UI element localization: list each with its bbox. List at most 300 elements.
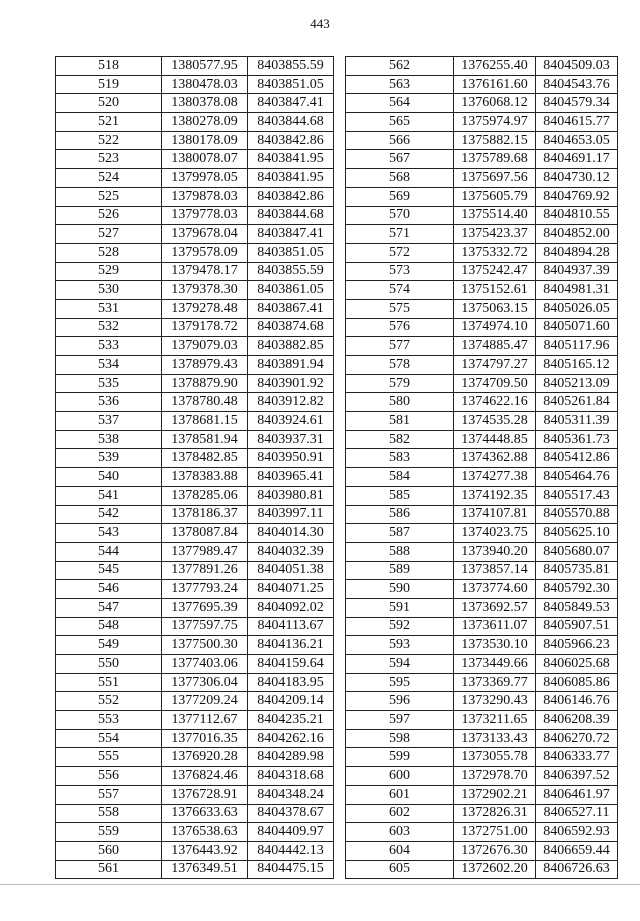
x-coordinate-cell: 1377597.75 — [162, 617, 248, 636]
point-number-cell: 555 — [56, 748, 162, 767]
table-row — [346, 468, 618, 487]
x-coordinate-cell: 1379678.04 — [162, 225, 248, 244]
point-number-cell: 525 — [56, 187, 162, 206]
point-number-cell: 598 — [346, 729, 454, 748]
table-row — [346, 823, 618, 842]
y-coordinate-cell: 8404136.21 — [248, 636, 334, 655]
x-coordinate-cell: 1377016.35 — [162, 729, 248, 748]
point-number-cell: 601 — [346, 785, 454, 804]
y-coordinate-cell: 8406461.97 — [536, 785, 618, 804]
point-number-cell: 529 — [56, 262, 162, 281]
x-coordinate-cell: 1376920.28 — [162, 748, 248, 767]
y-coordinate-cell: 8404378.67 — [248, 804, 334, 823]
table-row — [346, 281, 618, 300]
y-coordinate-cell: 8405311.39 — [536, 412, 618, 431]
table-row — [56, 617, 334, 636]
point-number-cell: 524 — [56, 169, 162, 188]
x-coordinate-cell: 1374192.35 — [454, 486, 536, 505]
table-row — [346, 841, 618, 860]
table-row — [346, 412, 618, 431]
table-row — [346, 57, 618, 76]
table-row — [56, 580, 334, 599]
y-coordinate-cell: 8404810.55 — [536, 206, 618, 225]
point-number-cell: 591 — [346, 598, 454, 617]
point-number-cell: 600 — [346, 767, 454, 786]
table-row — [346, 636, 618, 655]
x-coordinate-cell: 1373611.07 — [454, 617, 536, 636]
y-coordinate-cell: 8406726.63 — [536, 860, 618, 879]
table-row — [346, 617, 618, 636]
y-coordinate-cell: 8404852.00 — [536, 225, 618, 244]
y-coordinate-cell: 8403842.86 — [248, 187, 334, 206]
y-coordinate-cell: 8403842.86 — [248, 131, 334, 150]
table-row — [346, 113, 618, 132]
x-coordinate-cell: 1374277.38 — [454, 468, 536, 487]
x-coordinate-cell: 1377209.24 — [162, 692, 248, 711]
table-row — [346, 449, 618, 468]
table-row — [56, 598, 334, 617]
table-row — [346, 729, 618, 748]
y-coordinate-cell: 8406333.77 — [536, 748, 618, 767]
y-coordinate-cell: 8404289.98 — [248, 748, 334, 767]
y-coordinate-cell: 8404183.95 — [248, 673, 334, 692]
coordinate-table-right-body — [346, 57, 618, 879]
x-coordinate-cell: 1376633.63 — [162, 804, 248, 823]
point-number-cell: 518 — [56, 57, 162, 76]
x-coordinate-cell: 1377306.04 — [162, 673, 248, 692]
point-number-cell: 537 — [56, 412, 162, 431]
table-row — [56, 57, 334, 76]
x-coordinate-cell: 1380478.03 — [162, 75, 248, 94]
x-coordinate-cell: 1378879.90 — [162, 374, 248, 393]
x-coordinate-cell: 1379278.48 — [162, 299, 248, 318]
y-coordinate-cell: 8403997.11 — [248, 505, 334, 524]
y-coordinate-cell: 8404209.14 — [248, 692, 334, 711]
table-row — [56, 468, 334, 487]
coordinate-table-left — [55, 56, 334, 879]
table-row — [346, 169, 618, 188]
table-row — [346, 430, 618, 449]
x-coordinate-cell: 1374709.50 — [454, 374, 536, 393]
x-coordinate-cell: 1375423.37 — [454, 225, 536, 244]
point-number-cell: 528 — [56, 243, 162, 262]
point-number-cell: 539 — [56, 449, 162, 468]
y-coordinate-cell: 8405361.73 — [536, 430, 618, 449]
y-coordinate-cell: 8404579.34 — [536, 94, 618, 113]
bottom-divider — [0, 884, 640, 885]
point-number-cell: 519 — [56, 75, 162, 94]
table-row — [56, 206, 334, 225]
table-row — [346, 75, 618, 94]
table-row — [346, 580, 618, 599]
x-coordinate-cell: 1377403.06 — [162, 655, 248, 674]
table-row — [56, 225, 334, 244]
table-row — [346, 486, 618, 505]
y-coordinate-cell: 8405261.84 — [536, 393, 618, 412]
x-coordinate-cell: 1373211.65 — [454, 711, 536, 730]
table-row — [56, 673, 334, 692]
x-coordinate-cell: 1379079.03 — [162, 337, 248, 356]
point-number-cell: 566 — [346, 131, 454, 150]
y-coordinate-cell: 8403912.82 — [248, 393, 334, 412]
point-number-cell: 575 — [346, 299, 454, 318]
x-coordinate-cell: 1375242.47 — [454, 262, 536, 281]
x-coordinate-cell: 1378285.06 — [162, 486, 248, 505]
point-number-cell: 599 — [346, 748, 454, 767]
y-coordinate-cell: 8403851.05 — [248, 243, 334, 262]
y-coordinate-cell: 8404262.16 — [248, 729, 334, 748]
table-row — [56, 94, 334, 113]
y-coordinate-cell: 8404509.03 — [536, 57, 618, 76]
table-row — [56, 356, 334, 375]
y-coordinate-cell: 8403855.59 — [248, 57, 334, 76]
point-number-cell: 581 — [346, 412, 454, 431]
x-coordinate-cell: 1376349.51 — [162, 860, 248, 879]
x-coordinate-cell: 1377793.24 — [162, 580, 248, 599]
x-coordinate-cell: 1376161.60 — [454, 75, 536, 94]
y-coordinate-cell: 8404051.38 — [248, 561, 334, 580]
table-row — [56, 505, 334, 524]
point-number-cell: 577 — [346, 337, 454, 356]
point-number-cell: 603 — [346, 823, 454, 842]
x-coordinate-cell: 1380577.95 — [162, 57, 248, 76]
table-row — [56, 823, 334, 842]
point-number-cell: 558 — [56, 804, 162, 823]
point-number-cell: 521 — [56, 113, 162, 132]
point-number-cell: 559 — [56, 823, 162, 842]
table-row — [346, 673, 618, 692]
y-coordinate-cell: 8403937.31 — [248, 430, 334, 449]
table-row — [346, 748, 618, 767]
x-coordinate-cell: 1372902.21 — [454, 785, 536, 804]
x-coordinate-cell: 1373449.66 — [454, 655, 536, 674]
point-number-cell: 535 — [56, 374, 162, 393]
point-number-cell: 522 — [56, 131, 162, 150]
point-number-cell: 561 — [56, 860, 162, 879]
table-row — [346, 860, 618, 879]
table-row — [56, 75, 334, 94]
point-number-cell: 544 — [56, 542, 162, 561]
point-number-cell: 549 — [56, 636, 162, 655]
point-number-cell: 595 — [346, 673, 454, 692]
x-coordinate-cell: 1375332.72 — [454, 243, 536, 262]
table-row — [346, 131, 618, 150]
y-coordinate-cell: 8403874.68 — [248, 318, 334, 337]
x-coordinate-cell: 1375063.15 — [454, 299, 536, 318]
table-row — [56, 318, 334, 337]
point-number-cell: 576 — [346, 318, 454, 337]
x-coordinate-cell: 1377500.30 — [162, 636, 248, 655]
x-coordinate-cell: 1376728.91 — [162, 785, 248, 804]
y-coordinate-cell: 8406592.93 — [536, 823, 618, 842]
x-coordinate-cell: 1374885.47 — [454, 337, 536, 356]
table-row — [56, 841, 334, 860]
x-coordinate-cell: 1378780.48 — [162, 393, 248, 412]
point-number-cell: 564 — [346, 94, 454, 113]
point-number-cell: 550 — [56, 655, 162, 674]
point-number-cell: 579 — [346, 374, 454, 393]
y-coordinate-cell: 8403844.68 — [248, 206, 334, 225]
y-coordinate-cell: 8403924.61 — [248, 412, 334, 431]
point-number-cell: 569 — [346, 187, 454, 206]
y-coordinate-cell: 8405907.51 — [536, 617, 618, 636]
point-number-cell: 586 — [346, 505, 454, 524]
point-number-cell: 531 — [56, 299, 162, 318]
x-coordinate-cell: 1378482.85 — [162, 449, 248, 468]
point-number-cell: 545 — [56, 561, 162, 580]
point-number-cell: 597 — [346, 711, 454, 730]
y-coordinate-cell: 8403980.81 — [248, 486, 334, 505]
table-row — [56, 449, 334, 468]
point-number-cell: 526 — [56, 206, 162, 225]
point-number-cell: 536 — [56, 393, 162, 412]
y-coordinate-cell: 8403841.95 — [248, 150, 334, 169]
x-coordinate-cell: 1373055.78 — [454, 748, 536, 767]
y-coordinate-cell: 8403855.59 — [248, 262, 334, 281]
table-row — [346, 542, 618, 561]
x-coordinate-cell: 1376443.92 — [162, 841, 248, 860]
table-row — [56, 561, 334, 580]
table-row — [346, 94, 618, 113]
point-number-cell: 574 — [346, 281, 454, 300]
y-coordinate-cell: 8404653.05 — [536, 131, 618, 150]
y-coordinate-cell: 8404615.77 — [536, 113, 618, 132]
y-coordinate-cell: 8404475.15 — [248, 860, 334, 879]
point-number-cell: 562 — [346, 57, 454, 76]
y-coordinate-cell: 8404092.02 — [248, 598, 334, 617]
point-number-cell: 548 — [56, 617, 162, 636]
x-coordinate-cell: 1378681.15 — [162, 412, 248, 431]
x-coordinate-cell: 1379178.72 — [162, 318, 248, 337]
coordinate-table-left-body — [56, 57, 334, 879]
table-row — [56, 692, 334, 711]
table-row — [56, 785, 334, 804]
table-row — [56, 187, 334, 206]
y-coordinate-cell: 8405464.76 — [536, 468, 618, 487]
point-number-cell: 533 — [56, 337, 162, 356]
table-row — [56, 337, 334, 356]
x-coordinate-cell: 1373692.57 — [454, 598, 536, 617]
point-number-cell: 541 — [56, 486, 162, 505]
x-coordinate-cell: 1373774.60 — [454, 580, 536, 599]
x-coordinate-cell: 1377695.39 — [162, 598, 248, 617]
x-coordinate-cell: 1375514.40 — [454, 206, 536, 225]
y-coordinate-cell: 8404730.12 — [536, 169, 618, 188]
point-number-cell: 592 — [346, 617, 454, 636]
table-row — [346, 374, 618, 393]
x-coordinate-cell: 1379878.03 — [162, 187, 248, 206]
table-row — [346, 524, 618, 543]
x-coordinate-cell: 1378581.94 — [162, 430, 248, 449]
point-number-cell: 568 — [346, 169, 454, 188]
table-row — [56, 393, 334, 412]
point-number-cell: 580 — [346, 393, 454, 412]
y-coordinate-cell: 8404318.68 — [248, 767, 334, 786]
x-coordinate-cell: 1373530.10 — [454, 636, 536, 655]
point-number-cell: 578 — [346, 356, 454, 375]
table-row — [56, 412, 334, 431]
point-number-cell: 584 — [346, 468, 454, 487]
x-coordinate-cell: 1379378.30 — [162, 281, 248, 300]
y-coordinate-cell: 8403851.05 — [248, 75, 334, 94]
x-coordinate-cell: 1378979.43 — [162, 356, 248, 375]
x-coordinate-cell: 1379478.17 — [162, 262, 248, 281]
table-row — [346, 692, 618, 711]
point-number-cell: 560 — [56, 841, 162, 860]
y-coordinate-cell: 8403844.68 — [248, 113, 334, 132]
x-coordinate-cell: 1374023.75 — [454, 524, 536, 543]
y-coordinate-cell: 8404071.25 — [248, 580, 334, 599]
y-coordinate-cell: 8406527.11 — [536, 804, 618, 823]
y-coordinate-cell: 8403861.05 — [248, 281, 334, 300]
x-coordinate-cell: 1372602.20 — [454, 860, 536, 879]
x-coordinate-cell: 1374448.85 — [454, 430, 536, 449]
y-coordinate-cell: 8404442.13 — [248, 841, 334, 860]
y-coordinate-cell: 8404981.31 — [536, 281, 618, 300]
x-coordinate-cell: 1376255.40 — [454, 57, 536, 76]
y-coordinate-cell: 8403867.41 — [248, 299, 334, 318]
table-row — [346, 804, 618, 823]
table-row — [56, 804, 334, 823]
y-coordinate-cell: 8406659.44 — [536, 841, 618, 860]
point-number-cell: 585 — [346, 486, 454, 505]
y-coordinate-cell: 8406397.52 — [536, 767, 618, 786]
table-row — [56, 169, 334, 188]
point-number-cell: 567 — [346, 150, 454, 169]
table-row — [56, 113, 334, 132]
y-coordinate-cell: 8404159.64 — [248, 655, 334, 674]
point-number-cell: 551 — [56, 673, 162, 692]
point-number-cell: 596 — [346, 692, 454, 711]
point-number-cell: 604 — [346, 841, 454, 860]
x-coordinate-cell: 1379978.05 — [162, 169, 248, 188]
table-row — [56, 655, 334, 674]
y-coordinate-cell: 8404113.67 — [248, 617, 334, 636]
y-coordinate-cell: 8406025.68 — [536, 655, 618, 674]
point-number-cell: 554 — [56, 729, 162, 748]
point-number-cell: 530 — [56, 281, 162, 300]
y-coordinate-cell: 8403950.91 — [248, 449, 334, 468]
table-row — [346, 206, 618, 225]
x-coordinate-cell: 1377112.67 — [162, 711, 248, 730]
point-number-cell: 532 — [56, 318, 162, 337]
y-coordinate-cell: 8405680.07 — [536, 542, 618, 561]
table-row — [56, 542, 334, 561]
y-coordinate-cell: 8405570.88 — [536, 505, 618, 524]
point-number-cell: 527 — [56, 225, 162, 244]
y-coordinate-cell: 8405625.10 — [536, 524, 618, 543]
point-number-cell: 553 — [56, 711, 162, 730]
point-number-cell: 552 — [56, 692, 162, 711]
point-number-cell: 542 — [56, 505, 162, 524]
x-coordinate-cell: 1375697.56 — [454, 169, 536, 188]
point-number-cell: 538 — [56, 430, 162, 449]
y-coordinate-cell: 8404691.17 — [536, 150, 618, 169]
table-row — [346, 243, 618, 262]
y-coordinate-cell: 8405792.30 — [536, 580, 618, 599]
y-coordinate-cell: 8404769.92 — [536, 187, 618, 206]
x-coordinate-cell: 1373133.43 — [454, 729, 536, 748]
table-row — [56, 262, 334, 281]
x-coordinate-cell: 1376068.12 — [454, 94, 536, 113]
y-coordinate-cell: 8405517.43 — [536, 486, 618, 505]
x-coordinate-cell: 1374535.28 — [454, 412, 536, 431]
y-coordinate-cell: 8406270.72 — [536, 729, 618, 748]
point-number-cell: 583 — [346, 449, 454, 468]
x-coordinate-cell: 1373290.43 — [454, 692, 536, 711]
point-number-cell: 602 — [346, 804, 454, 823]
x-coordinate-cell: 1372751.00 — [454, 823, 536, 842]
y-coordinate-cell: 8404032.39 — [248, 542, 334, 561]
y-coordinate-cell: 8405165.12 — [536, 356, 618, 375]
table-row — [56, 636, 334, 655]
point-number-cell: 594 — [346, 655, 454, 674]
point-number-cell: 563 — [346, 75, 454, 94]
y-coordinate-cell: 8406146.76 — [536, 692, 618, 711]
table-row — [346, 299, 618, 318]
point-number-cell: 540 — [56, 468, 162, 487]
table-row — [346, 655, 618, 674]
table-row — [346, 225, 618, 244]
point-number-cell: 534 — [56, 356, 162, 375]
table-row — [346, 187, 618, 206]
y-coordinate-cell: 8404543.76 — [536, 75, 618, 94]
table-row — [346, 505, 618, 524]
y-coordinate-cell: 8404014.30 — [248, 524, 334, 543]
x-coordinate-cell: 1374107.81 — [454, 505, 536, 524]
x-coordinate-cell: 1372978.70 — [454, 767, 536, 786]
x-coordinate-cell: 1378383.88 — [162, 468, 248, 487]
x-coordinate-cell: 1376538.63 — [162, 823, 248, 842]
table-row — [56, 860, 334, 879]
table-row — [56, 374, 334, 393]
point-number-cell: 556 — [56, 767, 162, 786]
point-number-cell: 546 — [56, 580, 162, 599]
point-number-cell: 593 — [346, 636, 454, 655]
y-coordinate-cell: 8403965.41 — [248, 468, 334, 487]
y-coordinate-cell: 8405412.86 — [536, 449, 618, 468]
x-coordinate-cell: 1374974.10 — [454, 318, 536, 337]
y-coordinate-cell: 8403891.94 — [248, 356, 334, 375]
x-coordinate-cell: 1380178.09 — [162, 131, 248, 150]
y-coordinate-cell: 8405735.81 — [536, 561, 618, 580]
y-coordinate-cell: 8406208.39 — [536, 711, 618, 730]
y-coordinate-cell: 8403847.41 — [248, 94, 334, 113]
point-number-cell: 570 — [346, 206, 454, 225]
table-row — [56, 524, 334, 543]
point-number-cell: 573 — [346, 262, 454, 281]
point-number-cell: 590 — [346, 580, 454, 599]
point-number-cell: 571 — [346, 225, 454, 244]
table-row — [56, 486, 334, 505]
point-number-cell: 605 — [346, 860, 454, 879]
point-number-cell: 557 — [56, 785, 162, 804]
x-coordinate-cell: 1375882.15 — [454, 131, 536, 150]
y-coordinate-cell: 8404894.28 — [536, 243, 618, 262]
table-row — [56, 430, 334, 449]
y-coordinate-cell: 8405213.09 — [536, 374, 618, 393]
x-coordinate-cell: 1378186.37 — [162, 505, 248, 524]
table-row — [56, 299, 334, 318]
x-coordinate-cell: 1373369.77 — [454, 673, 536, 692]
x-coordinate-cell: 1372676.30 — [454, 841, 536, 860]
table-row — [346, 318, 618, 337]
y-coordinate-cell: 8404409.97 — [248, 823, 334, 842]
x-coordinate-cell: 1379578.09 — [162, 243, 248, 262]
table-row — [56, 150, 334, 169]
point-number-cell: 587 — [346, 524, 454, 543]
table-row — [56, 729, 334, 748]
